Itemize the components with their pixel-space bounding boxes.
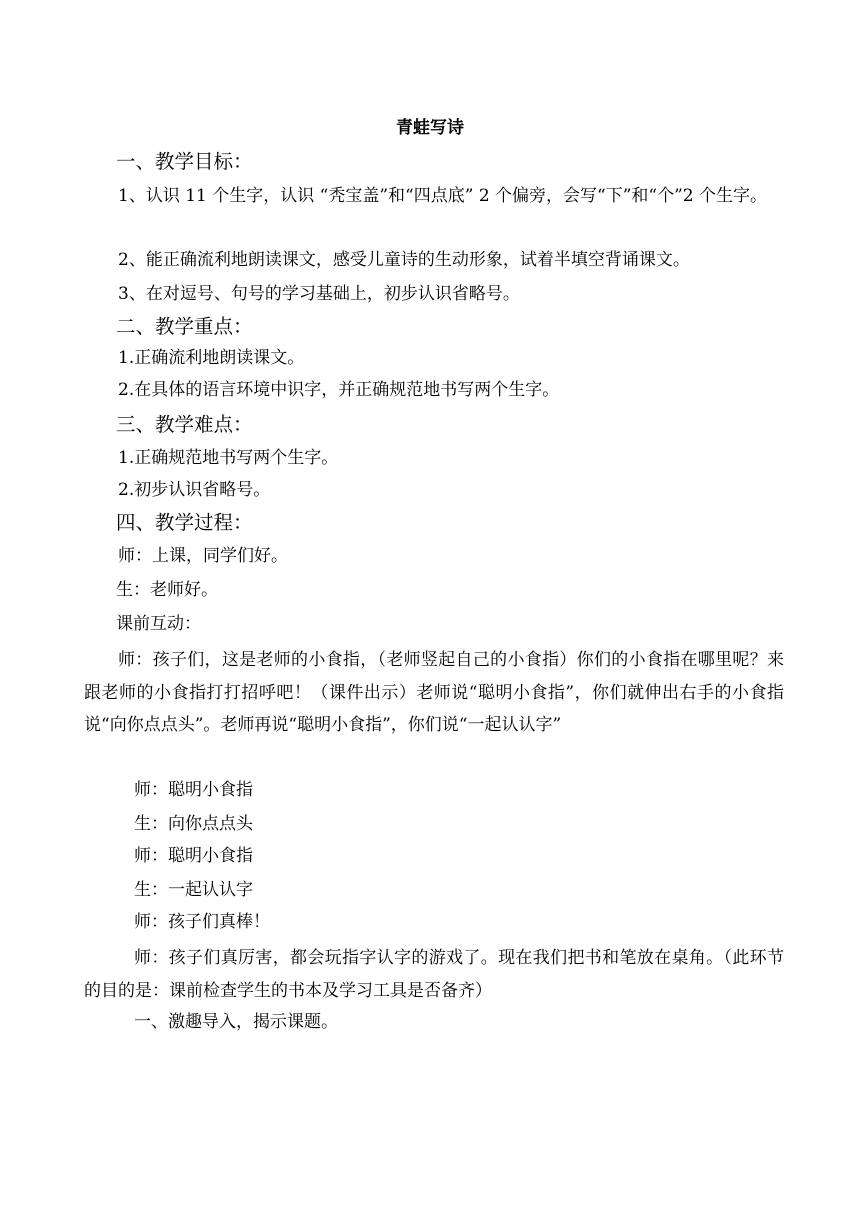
key-point-2: 2.在具体的语言环境中识字，并正确规范地书写两个生字。 [118,380,560,400]
dialogue-paragraph: 师：孩子们，这是老师的小食指，（老师竖起自己的小食指）你们的小食指在哪里呢？来跟老师的小食指打打招呼吧！（课件出示）老师说“聪明小食指”，你们就伸出右手的小食指说“向你点点头”。老师再说“聪明小食指”，你们说“一起认认字” [84,650,784,735]
key-points-heading: 二、教学重点： [116,315,253,338]
dialogue-line: 师：聪明小食指 [134,846,253,866]
key-point-1: 1.正确流利地朗读课文。 [118,348,305,368]
process-heading: 四、教学过程： [116,511,253,534]
difficult-point-2: 2.初步认识省略号。 [118,480,271,500]
goals-heading: 一、教学目标： [116,150,253,173]
dialogue-paragraph: 师：孩子们真厉害，都会玩指字认字的游戏了。现在我们把书和笔放在桌角。（此环节的目的是：课前检查学生的书本及学习工具是否备齐） [84,948,784,1001]
document-title: 青蛙写诗 [396,118,464,138]
dialogue-line: 生：老师好。 [116,580,218,600]
dialogue-line: 师：孩子们真棒！ [134,912,270,932]
goal-item-3: 3、在对逗号、句号的学习基础上，初步认识省略号。 [118,284,520,304]
goal-item-1: 1、认识 11 个生字，认识 “秃宝盖”和“四点底” 2 个偏旁，会写“下”和“个”2 个生字。 [118,186,768,206]
difficult-points-heading: 三、教学难点： [116,413,253,436]
dialogue-line: 师：上课，同学们好。 [118,546,288,566]
goal-item-2: 2、能正确流利地朗读课文，感受儿童诗的生动形象，试着半填空背诵课文。 [118,250,690,270]
dialogue-line: 生：向你点点头 [134,814,253,834]
difficult-point-1: 1.正确规范地书写两个生字。 [118,448,339,468]
pre-class-label: 课前互动： [116,614,201,634]
dialogue-line: 生：一起认认字 [134,880,253,900]
dialogue-line: 师：聪明小食指 [134,780,253,800]
lesson-step-heading: 一、激趣导入，揭示课题。 [134,1012,338,1032]
